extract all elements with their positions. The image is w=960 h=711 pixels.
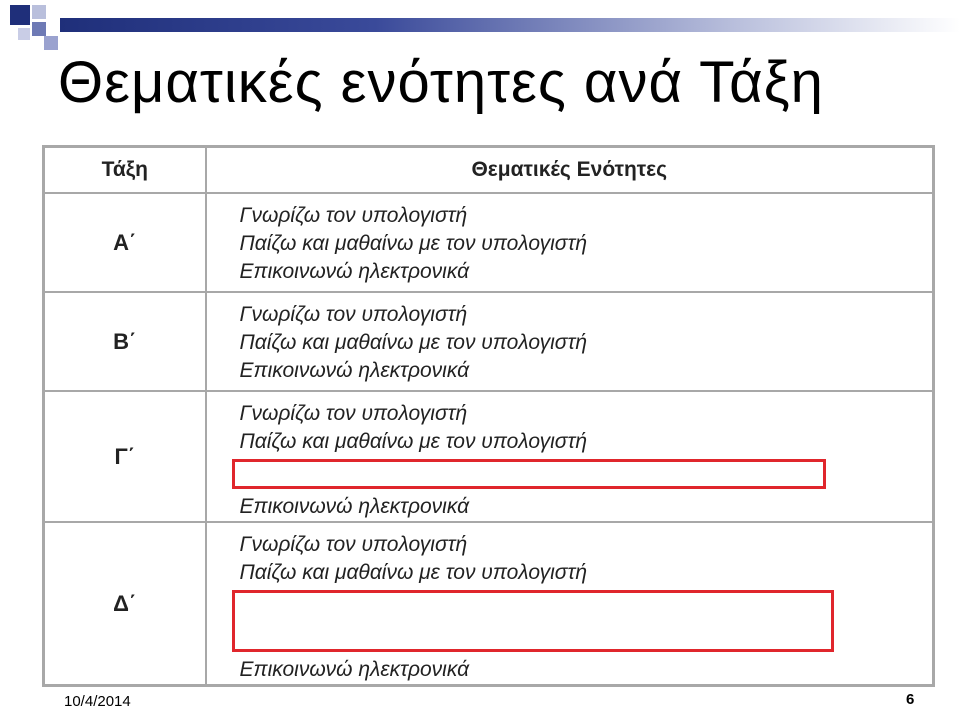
- page-title: Θεματικές ενότητες ανά Τάξη: [58, 50, 824, 115]
- topic-item: Παίζω και μαθαίνω με τον υπολογιστή: [239, 430, 587, 453]
- topic-item: Επικοινωνώ ηλεκτρονικά: [239, 359, 470, 382]
- header-topics: Θεματικές Ενότητες: [206, 147, 934, 194]
- top-decoration-bar: [60, 18, 960, 32]
- grade-cell: Α΄: [44, 193, 206, 292]
- decoration-square: [18, 28, 30, 40]
- table-row: [44, 292, 934, 391]
- topic-item: Επικοινωνώ ηλεκτρονικά: [239, 495, 470, 518]
- topic-item: Παίζω και μαθαίνω με τον υπολογιστή: [239, 232, 587, 255]
- grade-cell: Δ΄: [44, 522, 206, 686]
- grade-cell: Γ΄: [44, 391, 206, 522]
- table-header-row: [44, 147, 934, 194]
- topics-cell: [206, 391, 934, 522]
- topic-item: Παίζω και μαθαίνω με τον υπολογιστή: [239, 331, 587, 354]
- topic-item: Γνωρίζω τον υπολογιστή: [239, 204, 468, 227]
- topic-item: Γνωρίζω τον υπολογιστή: [239, 303, 468, 326]
- footer-date: 10/4/2014: [64, 693, 131, 710]
- topics-cell: [206, 522, 934, 686]
- decoration-square: [32, 5, 46, 19]
- topics-cell: [206, 292, 934, 391]
- highlight-box: [232, 459, 826, 489]
- topics-table: [42, 145, 935, 687]
- topic-item: Παίζω και μαθαίνω με τον υπολογιστή: [239, 561, 587, 584]
- topic-item: Γνωρίζω τον υπολογιστή: [239, 402, 468, 425]
- header-grade: Τάξη: [44, 147, 206, 194]
- table-row: [44, 391, 934, 522]
- decoration-square: [10, 5, 30, 25]
- topic-item: Επικοινωνώ ηλεκτρονικά: [239, 658, 470, 681]
- page-number: 6: [906, 691, 915, 708]
- grade-cell: Β΄: [44, 292, 206, 391]
- topics-cell: [206, 193, 934, 292]
- table-row: [44, 522, 934, 686]
- highlight-box: [232, 590, 834, 652]
- decoration-square: [32, 22, 46, 36]
- topic-item: Επικοινωνώ ηλεκτρονικά: [239, 260, 470, 283]
- topic-item: Γνωρίζω τον υπολογιστή: [239, 533, 468, 556]
- decoration-square: [44, 36, 58, 50]
- table-row: [44, 193, 934, 292]
